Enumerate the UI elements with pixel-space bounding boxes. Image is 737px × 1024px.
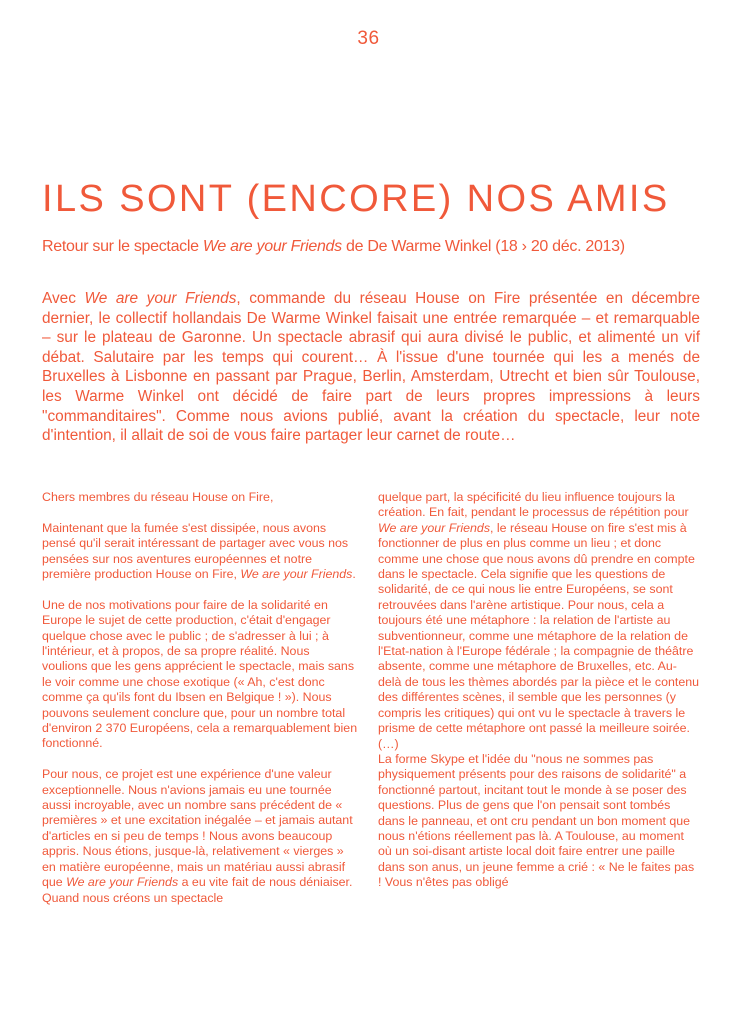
intro-paragraph (42, 289, 700, 446)
letter-paragraph (378, 490, 700, 737)
article-subtitle (42, 238, 702, 256)
paragraph-text: quelque part, la spécificité du lieu influence toujours la création. En fait, pendant le processus de répétition pour (378, 490, 689, 520)
letter-paragraph (42, 767, 358, 906)
ellipsis-marker: (…) (378, 736, 399, 751)
paragraph-text: Pour nous, ce projet est une expérience d'une valeur exceptionnelle. Nous n'avions jamais eu une tournée aussi incroyable, avec un nombre sans précédent de « premières » et une excitation inégalée – et jamais autant d'articles en si peu de temps ! Nous avons beaucoup appris. Nous étions, jusque-là, relativement « vierges » en matière européenne, mais un matériau aussi abrasif que (42, 767, 353, 890)
show-title: We are your Friends (378, 520, 491, 535)
left-column (42, 490, 358, 921)
letter-paragraph: Une de nos motivations pour faire de la solidarité en Europe le sujet de cette production, c'était d'engager quelque chose avec le public ; de s'adresser à lui ; à l'intérieur, et à propos, de sa propre réalité. Nous voulions que les gens apprécient le spectacle, mais sans le voir comme une chose exotique (« Ah, c'est donc comme ça qu'ils font du Ibsen en Belgique ! »). Nous pouvons seulement conclure que, pour un nombre total d'environ 2 370 Européens, cela a remarquablement bien fonctionné. (42, 597, 358, 751)
intro-text: , commande du réseau House on Fire présentée en décembre dernier, le collectif hollandais De Warme Winkel faisait une entrée remarquée – et remarquable – sur le plateau de Garonne. Un spectacle abrasif qui aura divisé le public, et alimenté un vif débat. Salutaire par les temps qui courent… À l'issue d'une tournée qui les a menés de Bruxelles à Lisbonne en passant par Prague, Berlin, Amsterdam, Utrecht et bien sûr Toulouse, les Warme Winkel ont décidé de faire part de leurs propres impressions à leurs "commanditaires". Comme nous avions publié, avant la création du spectacle, leur note d'intention, il allait de soi de vous faire partager leur carnet de route… (42, 290, 700, 445)
paragraph-end: , le réseau House on fire s'est mis à fonctionner de plus en plus comme un lieu ; et donc comme une chose que nous avons dû prendre en compte dans le spectacle. Cela signifie que les questions de solidarité, de ce qui nous lie entre Européens, se sont retrouvées dans l'arène artistique. Pour nous, cela a toujours été une métaphore : la relation de l'artiste au subventionneur, comme une métaphore de la relation de l'Etat-nation à l'Europe fédérale ; la compagnie de théâtre absente, comme une métaphore de Bruxelles, etc. Au-delà de tous les thèmes abordés par la pièce et le contenu des différentes scènes, il semble que les personnes (y compris les critiques) qui ont vu le spectacle à travers le prisme de cette métaphore ont passé la meilleure soirée. (378, 520, 699, 736)
letter-paragraph: La forme Skype et l'idée du "nous ne sommes pas physiquement présents pour des raisons de solidarité" a fonctionné partout, incitant tout le monde à se poser des questions. Plus de gens que l'on pensait sont tombés dans le panneau, et ont cru pendant un bon moment que nous n'étions réellement pas là. A Toulouse, au moment où un soi-disant artiste local doit faire entrer une paille dans son anus, un jeune femme a crié : « Ne le faites pas ! Vous n'êtes pas obligé (378, 751, 695, 890)
show-title: We are your Friends (240, 567, 353, 582)
intro-show-title: We are your Friends (84, 290, 237, 307)
right-column (378, 490, 700, 891)
intro-lead: Avec (42, 290, 85, 307)
paragraph-text: Maintenant que la fumée s'est dissipée, nous avons pensé qu'il serait intéressant de partager avec vous nos pensées sur nos aventures européennes et notre première production House on Fire, (42, 520, 349, 582)
show-title: We are your Friends (66, 875, 179, 890)
subtitle-details: de De Warme Winkel (18 › 20 déc. 2013) (341, 238, 625, 255)
article-title: ILS SONT (ENCORE) NOS AMIS (42, 178, 670, 220)
subtitle-text: Retour sur le spectacle (42, 238, 203, 255)
page-number: 36 (357, 28, 380, 49)
subtitle-show-title: We are your Friends (202, 238, 342, 255)
letter-salutation: Chers membres du réseau House on Fire, (42, 490, 274, 504)
letter-paragraph (42, 521, 358, 583)
paragraph-end: . (352, 567, 356, 582)
paragraph-end: a eu vite fait de nous déniaiser. Quand nous créons un spectacle (42, 875, 353, 905)
